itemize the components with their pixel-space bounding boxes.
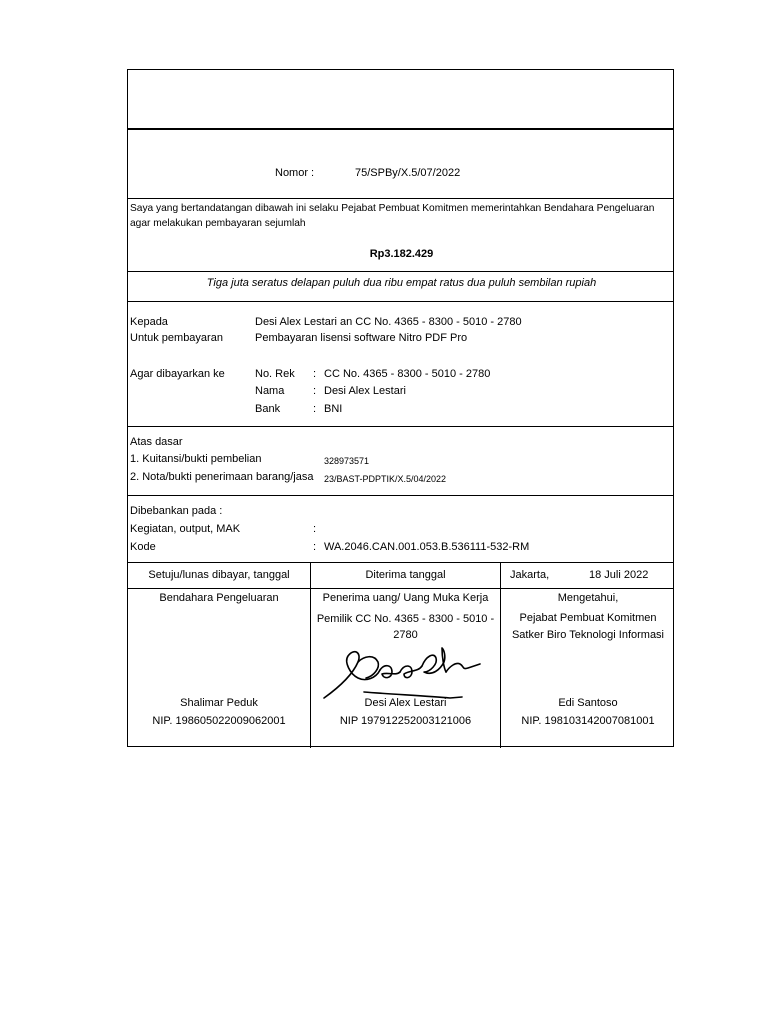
untuk-pembayaran-label: Untuk pembayaran [130, 332, 223, 344]
bank-colon: : [313, 403, 317, 415]
col3-header-date: 18 Juli 2022 [589, 569, 649, 581]
kepada-label: Kepada [130, 316, 168, 328]
kuitansi-label: 1. Kuitansi/bukti pembelian [130, 453, 262, 465]
nama-colon: : [313, 385, 317, 397]
kuitansi-value: 328973571 [324, 456, 370, 466]
kode-value: WA.2046.CAN.001.053.B.536111-532-RM [324, 541, 530, 553]
nama-value: Desi Alex Lestari [324, 385, 406, 397]
norek-value: CC No. 4365 - 8300 - 5010 - 2780 [324, 368, 491, 380]
kode-label: Kode [130, 541, 156, 553]
untuk-pembayaran-value: Pembayaran lisensi software Nitro PDF Pro [255, 332, 468, 344]
dibebankan-title: Dibebankan pada : [130, 505, 223, 517]
section-divider-payment [128, 301, 673, 302]
norek-colon: : [313, 368, 317, 380]
section-divider-intro [128, 198, 673, 199]
col3-role-satker: Satker Biro Teknologi Informasi [511, 629, 665, 641]
payment-order-document [127, 69, 674, 747]
kegiatan-label: Kegiatan, output, MAK [130, 523, 241, 535]
kepada-value: Desi Alex Lestari an CC No. 4365 - 8300 - 5010 - 2780 [255, 316, 522, 328]
col1-nip: NIP. 198605022009062001 [152, 715, 286, 727]
col3-mengetahui: Mengetahui, [557, 592, 619, 604]
section-divider-charge [128, 495, 673, 496]
col2-name: Desi Alex Lestari [364, 697, 447, 709]
amount-in-words: Tiga juta seratus delapan puluh dua ribu empat ratus dua puluh sembilan rupiah [206, 277, 597, 289]
col1-name: Shalimar Peduk [180, 697, 258, 709]
bank-label: Bank [255, 403, 281, 415]
norek-label: No. Rek [255, 368, 295, 380]
signature-header-divider [128, 562, 673, 563]
col2-nip: NIP 197912252003121006 [339, 715, 472, 727]
nama-label: Nama [255, 385, 285, 397]
handwritten-signature [318, 642, 488, 708]
col2-role: Penerima uang/ Uang Muka Kerja [322, 592, 489, 604]
col1-role: Bendahara Pengeluaran [159, 592, 279, 604]
nomor-value: 75/SPBy/X.5/07/2022 [355, 167, 461, 179]
nota-value: 23/BAST-PDPTIK/X.5/04/2022 [324, 474, 447, 484]
col1-header: Setuju/lunas dibayar, tanggal [148, 569, 290, 581]
col3-role-ppk: Pejabat Pembuat Komitmen [519, 612, 657, 624]
agar-dibayarkan-label: Agar dibayarkan ke [130, 368, 225, 380]
col2-owner-line2: 2780 [393, 629, 418, 641]
col3-nip: NIP. 198103142007081001 [521, 715, 655, 727]
bank-value: BNI [324, 403, 343, 415]
intro-line-1: Saya yang bertandatangan dibawah ini selaku Pejabat Pembuat Komitmen memerintahkan Bendahara Pengeluaran [130, 203, 655, 214]
section-divider-amount [128, 271, 673, 272]
col3-header-city: Jakarta, [510, 569, 550, 581]
amount-value: Rp3.182.429 [369, 248, 434, 260]
kegiatan-colon: : [313, 523, 317, 535]
col3-name: Edi Santoso [558, 697, 618, 709]
atas-dasar-title: Atas dasar [130, 436, 183, 448]
nomor-label: Nomor : [275, 167, 315, 179]
header-divider [128, 128, 673, 130]
signature-body-divider [128, 588, 673, 589]
col2-header: Diterima tanggal [365, 569, 446, 581]
col2-owner-line1: Pemilik CC No. 4365 - 8300 - 5010 - [316, 613, 495, 625]
kode-colon: : [313, 541, 317, 553]
intro-line-2: agar melakukan pembayaran sejumlah [130, 218, 306, 229]
nota-label: 2. Nota/bukti penerimaan barang/jasa [130, 471, 314, 483]
section-divider-basis [128, 426, 673, 427]
